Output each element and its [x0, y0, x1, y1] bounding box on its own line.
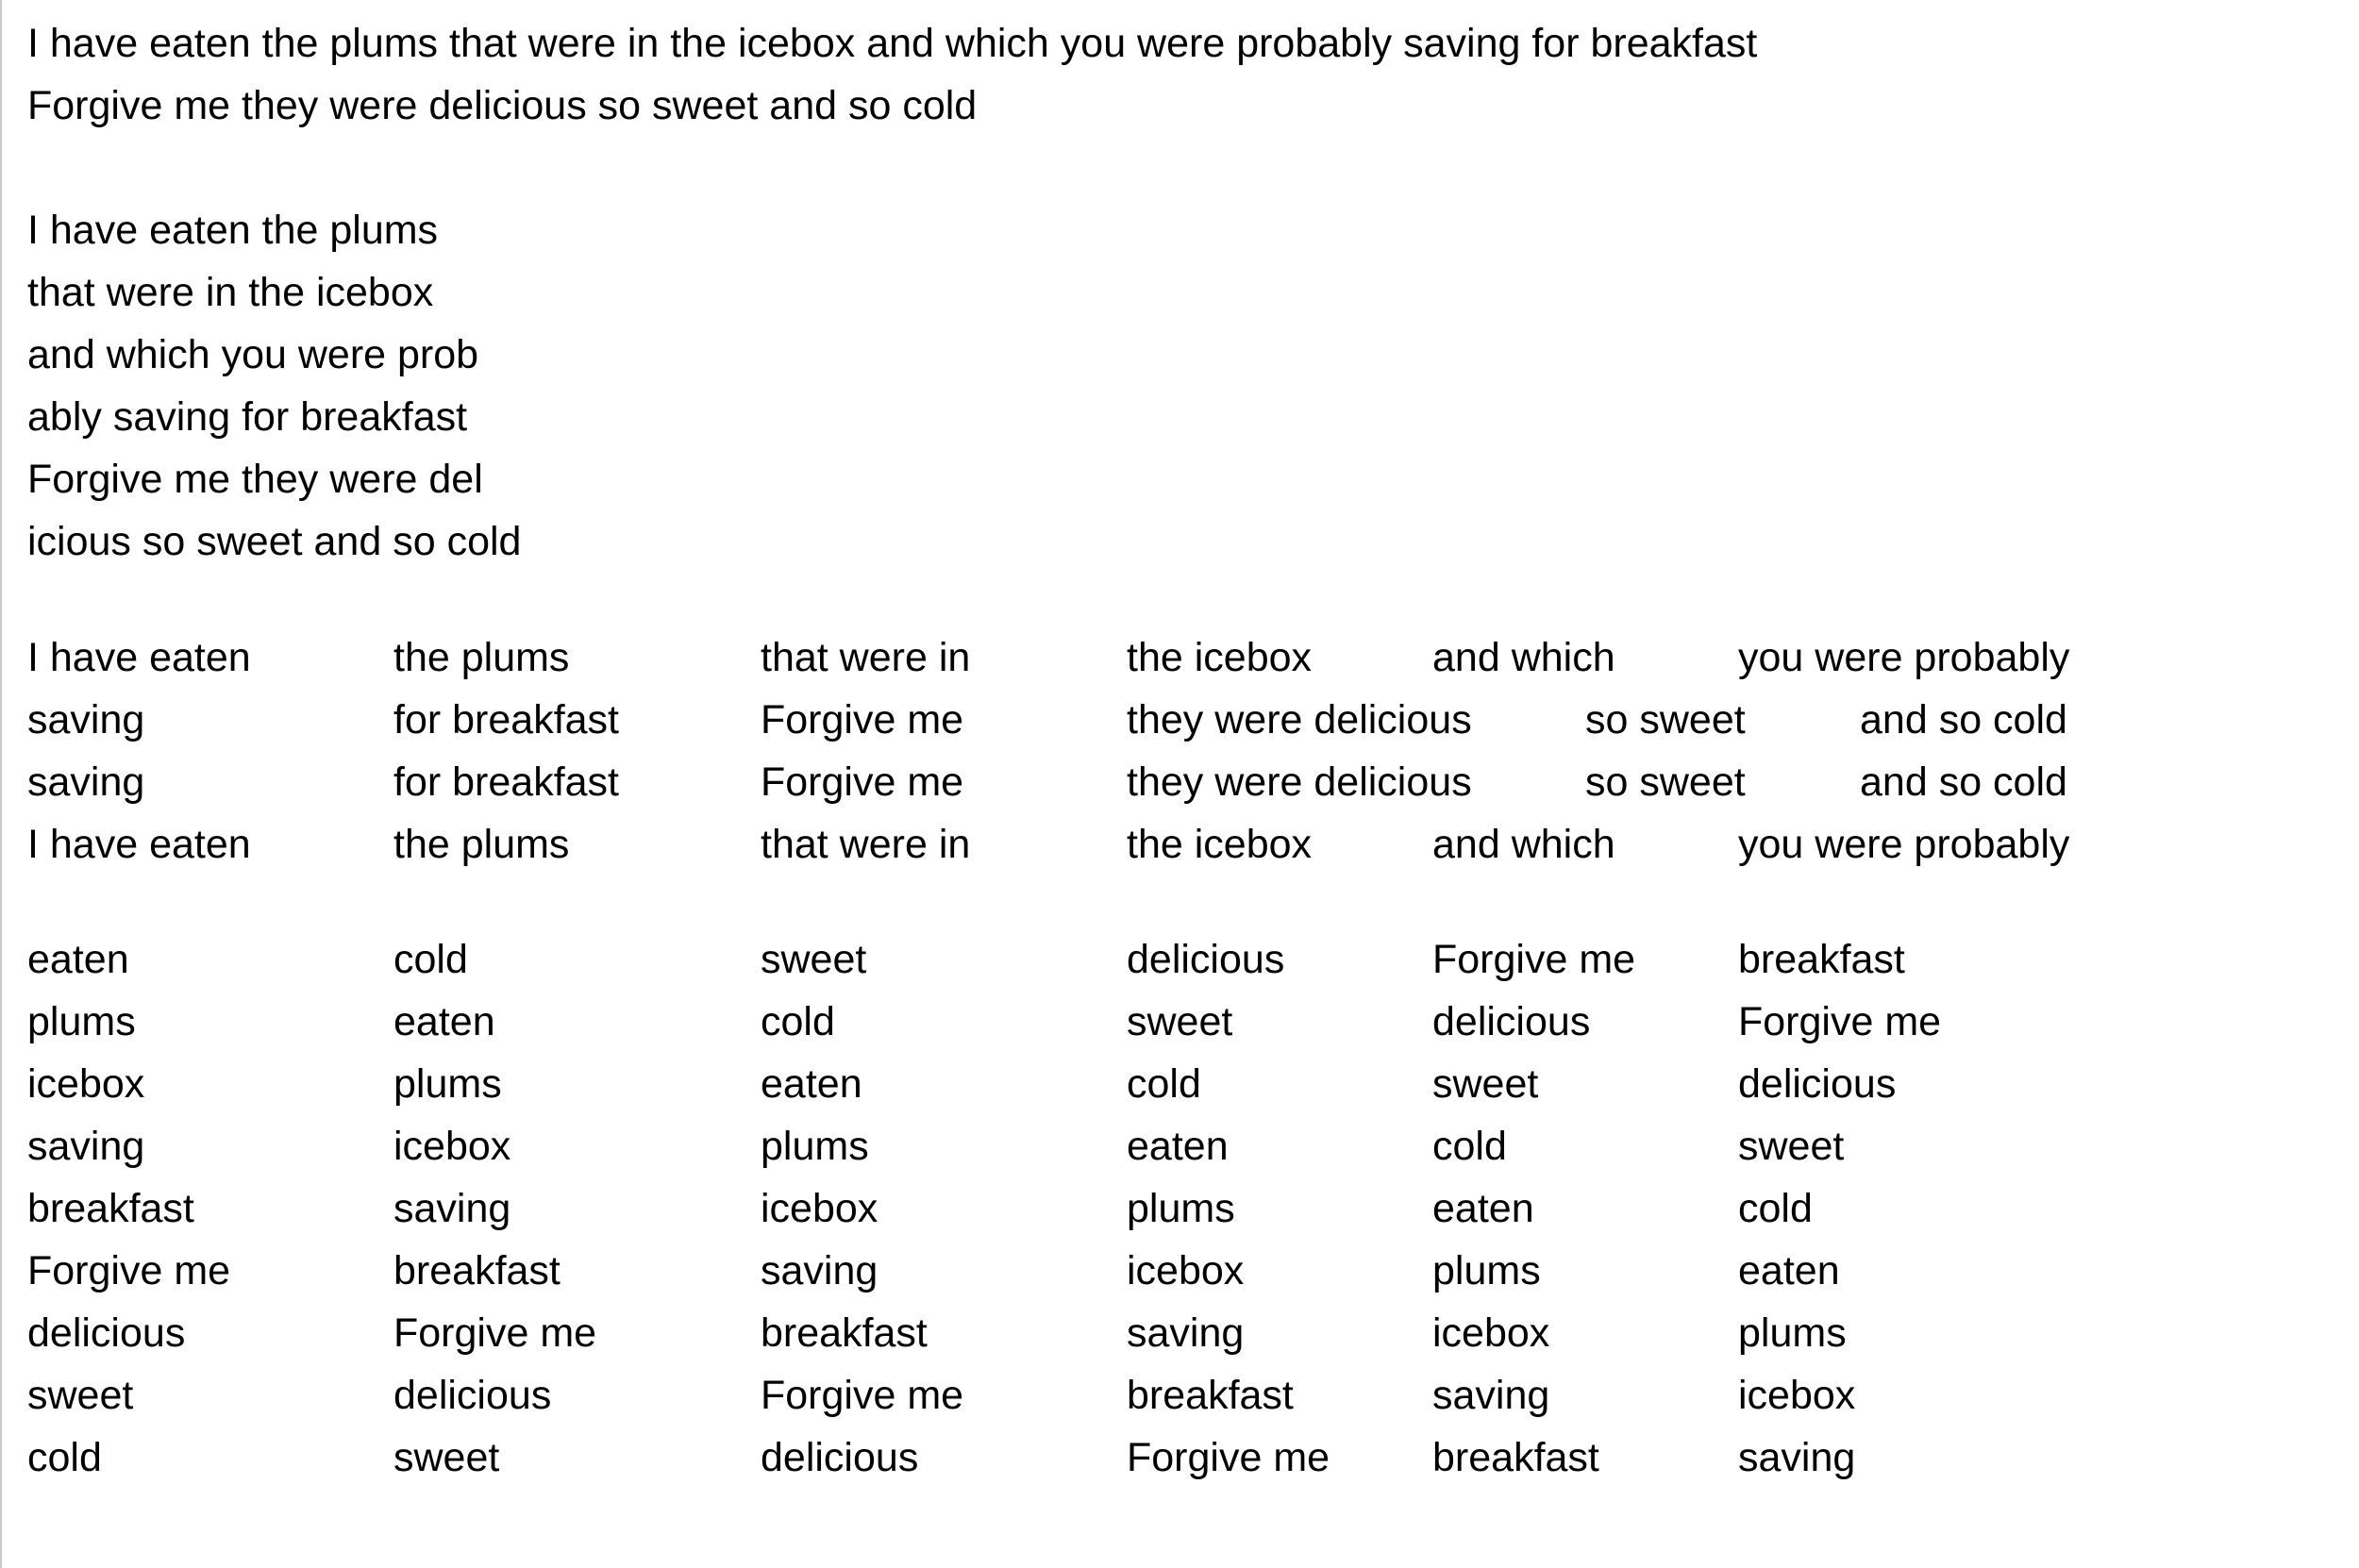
phrase-cell: the icebox — [1127, 635, 1313, 680]
word-cell: saving — [1127, 1310, 1245, 1356]
word-cell: icebox — [761, 1186, 878, 1231]
poem-line: ably saving for breakfast — [27, 394, 468, 440]
poem-line: that were in the icebox — [27, 270, 434, 315]
word-cell: Forgive me — [1738, 999, 1942, 1044]
phrase-cell: you were probably — [1738, 822, 2070, 867]
word-cell: delicious — [761, 1435, 919, 1480]
word-cell: delicious — [1127, 937, 1285, 982]
phrase-cell: they were delicious — [1127, 759, 1472, 805]
word-cell: eaten — [761, 1061, 862, 1107]
phrase-cell: so sweet — [1585, 697, 1746, 742]
word-cell: sweet — [761, 937, 867, 982]
word-cell: saving — [1432, 1373, 1550, 1418]
phrase-cell: I have eaten — [27, 635, 251, 680]
word-cell: Forgive me — [27, 1248, 231, 1293]
word-cell: eaten — [27, 937, 129, 982]
word-cell: breakfast — [1127, 1373, 1294, 1418]
word-cell: icebox — [1738, 1373, 1856, 1418]
poem-line: Forgive me they were del — [27, 457, 483, 502]
poem-line: icious so sweet and so cold — [27, 519, 522, 564]
word-cell: delicious — [1738, 1061, 1897, 1107]
word-cell: saving — [1738, 1435, 1856, 1480]
word-cell: icebox — [27, 1061, 145, 1107]
phrase-cell: and which — [1432, 635, 1615, 680]
word-cell: breakfast — [761, 1310, 928, 1356]
word-cell: eaten — [1127, 1124, 1229, 1169]
word-cell: saving — [393, 1186, 511, 1231]
word-cell: plums — [27, 999, 136, 1044]
word-cell: Forgive me — [393, 1310, 597, 1356]
poem-line: I have eaten the plums — [27, 208, 439, 253]
word-cell: cold — [1738, 1186, 1813, 1231]
word-cell: eaten — [393, 999, 495, 1044]
word-cell: cold — [27, 1435, 102, 1480]
word-cell: icebox — [393, 1124, 511, 1169]
prose-line: I have eaten the plums that were in the icebox and which you were probably saving for breakfast — [27, 21, 1758, 66]
word-cell: cold — [393, 937, 468, 982]
word-cell: cold — [761, 999, 835, 1044]
word-cell: sweet — [27, 1373, 134, 1418]
word-cell: sweet — [1432, 1061, 1539, 1107]
word-cell: sweet — [393, 1435, 500, 1480]
phrase-cell: the plums — [393, 635, 570, 680]
phrase-cell: and so cold — [1860, 759, 2067, 805]
phrase-cell: they were delicious — [1127, 697, 1472, 742]
word-cell: saving — [761, 1248, 878, 1293]
poem-line: and which you were prob — [27, 332, 479, 377]
word-cell: Forgive me — [1127, 1435, 1330, 1480]
word-cell: plums — [393, 1061, 502, 1107]
phrase-cell: that were in — [761, 635, 971, 680]
word-cell: breakfast — [27, 1186, 194, 1231]
word-cell: Forgive me — [761, 1373, 964, 1418]
phrase-cell: I have eaten — [27, 822, 251, 867]
word-cell: delicious — [1432, 999, 1591, 1044]
word-cell: breakfast — [1432, 1435, 1599, 1480]
phrase-cell: for breakfast — [393, 697, 619, 742]
phrase-cell: you were probably — [1738, 635, 2070, 680]
phrase-cell: and which — [1432, 822, 1615, 867]
word-cell: cold — [1127, 1061, 1201, 1107]
word-cell: icebox — [1432, 1310, 1550, 1356]
phrase-cell: the plums — [393, 822, 570, 867]
word-cell: eaten — [1738, 1248, 1840, 1293]
phrase-cell: saving — [27, 759, 145, 805]
word-cell: Forgive me — [1432, 937, 1636, 982]
phrase-cell: for breakfast — [393, 759, 619, 805]
phrase-cell: and so cold — [1860, 697, 2067, 742]
word-cell: delicious — [27, 1310, 186, 1356]
word-cell: breakfast — [393, 1248, 560, 1293]
word-cell: breakfast — [1738, 937, 1905, 982]
word-cell: icebox — [1127, 1248, 1245, 1293]
word-cell: plums — [761, 1124, 869, 1169]
phrase-cell: Forgive me — [761, 697, 964, 742]
word-cell: delicious — [393, 1373, 552, 1418]
phrase-cell: saving — [27, 697, 145, 742]
word-cell: plums — [1127, 1186, 1235, 1231]
word-cell: sweet — [1738, 1124, 1845, 1169]
word-cell: saving — [27, 1124, 145, 1169]
word-cell: plums — [1432, 1248, 1541, 1293]
prose-line: Forgive me they were delicious so sweet and so cold — [27, 83, 978, 128]
phrase-cell: Forgive me — [761, 759, 964, 805]
word-cell: plums — [1738, 1310, 1847, 1356]
word-cell: eaten — [1432, 1186, 1534, 1231]
phrase-cell: that were in — [761, 822, 971, 867]
word-cell: sweet — [1127, 999, 1233, 1044]
word-cell: cold — [1432, 1124, 1507, 1169]
phrase-cell: the icebox — [1127, 822, 1313, 867]
phrase-cell: so sweet — [1585, 759, 1746, 805]
